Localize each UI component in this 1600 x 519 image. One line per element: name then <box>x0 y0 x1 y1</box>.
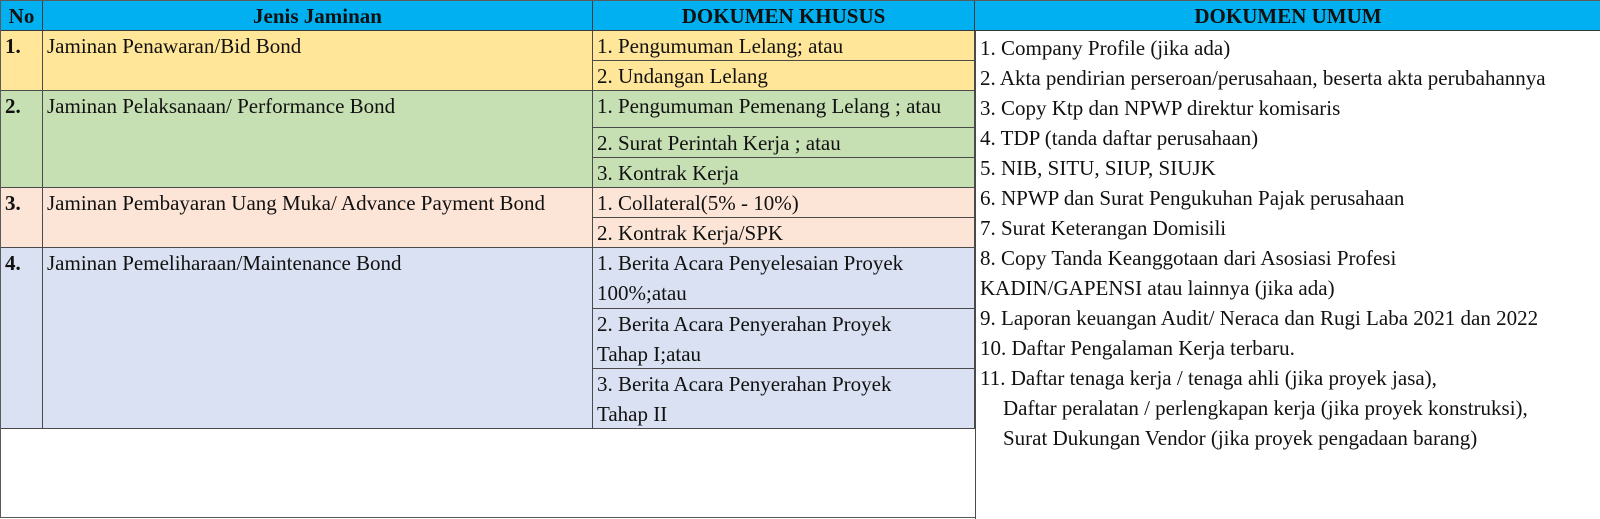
umum-item-11-cont-1: Daftar peralatan / perlengkapan kerja (jika proyek konstruksi), <box>1003 396 1528 420</box>
row-4-khusus-2-line-1: 2. Berita Acara Penyerahan Proyek <box>597 312 892 336</box>
row-4-khusus-3-line-2: Tahap II <box>597 402 668 426</box>
umum-item-8-cont: KADIN/GAPENSI atau lainnya (jika ada) <box>980 276 1335 300</box>
row-4-khusus-3 <box>593 369 975 429</box>
row-3-khusus-1: 1. Collateral(5% - 10%) <box>593 188 975 218</box>
row-4-khusus-1-line-1: 1. Berita Acara Penyelesaian Proyek <box>597 251 904 275</box>
row-4-khusus-1 <box>593 248 975 309</box>
row-1-khusus-1: 1. Pengumuman Lelang; atau <box>593 31 975 61</box>
row-1-no: 1. <box>1 31 43 91</box>
row-2-no: 2. <box>1 91 43 188</box>
header-jenis-jaminan: Jenis Jaminan <box>43 1 593 31</box>
row-4-khusus-2 <box>593 309 975 369</box>
umum-item-11: 11. Daftar tenaga kerja / tenaga ahli (jika proyek jasa), <box>980 366 1437 390</box>
row-1-jenis: Jaminan Penawaran/Bid Bond <box>43 31 593 91</box>
umum-item-5: 5. NIB, SITU, SIUP, SIUJK <box>980 156 1216 180</box>
row-4-khusus-2-line-2: Tahap I;atau <box>597 342 702 366</box>
umum-item-7: 7. Surat Keterangan Domisili <box>980 216 1227 240</box>
row-4-jenis: Jaminan Pemeliharaan/Maintenance Bond <box>43 248 593 429</box>
umum-item-1: 1. Company Profile (jika ada) <box>980 36 1231 60</box>
row-3-khusus-2: 2. Kontrak Kerja/SPK <box>593 218 975 248</box>
row-3-no: 3. <box>1 188 43 248</box>
umum-item-10: 10. Daftar Pengalaman Kerja terbaru. <box>980 336 1295 360</box>
header-dokumen-khusus: DOKUMEN KHUSUS <box>593 1 975 31</box>
row-2-khusus-3: 3. Kontrak Kerja <box>593 158 975 188</box>
umum-item-9: 9. Laporan keuangan Audit/ Neraca dan Rugi Laba 2021 dan 2022 <box>980 306 1539 330</box>
umum-item-4: 4. TDP (tanda daftar perusahaan) <box>980 126 1259 150</box>
umum-item-8: 8. Copy Tanda Keanggotaan dari Asosiasi Profesi <box>980 246 1397 270</box>
row-4-khusus-1-line-2: 100%;atau <box>597 281 687 305</box>
umum-item-6: 6. NPWP dan Surat Pengukuhan Pajak perusahaan <box>980 186 1405 210</box>
header-dokumen-umum: DOKUMEN UMUM <box>975 1 1600 31</box>
row-2-jenis: Jaminan Pelaksanaan/ Performance Bond <box>43 91 593 188</box>
row-3-jenis: Jaminan Pembayaran Uang Muka/ Advance Payment Bond <box>43 188 593 248</box>
umum-item-11-cont-2: Surat Dukungan Vendor (jika proyek pengadaan barang) <box>1003 426 1478 450</box>
row-4-khusus-3-line-1: 3. Berita Acara Penyerahan Proyek <box>597 372 892 396</box>
row-2-khusus-1: 1. Pengumuman Pemenang Lelang ; atau <box>593 91 975 128</box>
row-2-khusus-2: 2. Surat Perintah Kerja ; atau <box>593 128 975 158</box>
umum-item-2: 2. Akta pendirian perseroan/perusahaan, beserta akta perubahannya <box>980 66 1546 90</box>
header-no: No <box>1 1 43 31</box>
umum-item-3: 3. Copy Ktp dan NPWP direktur komisaris <box>980 96 1341 120</box>
row-4-no: 4. <box>1 248 43 429</box>
dokumen-umum-list <box>975 31 1600 519</box>
row-1-khusus-2: 2. Undangan Lelang <box>593 61 975 91</box>
